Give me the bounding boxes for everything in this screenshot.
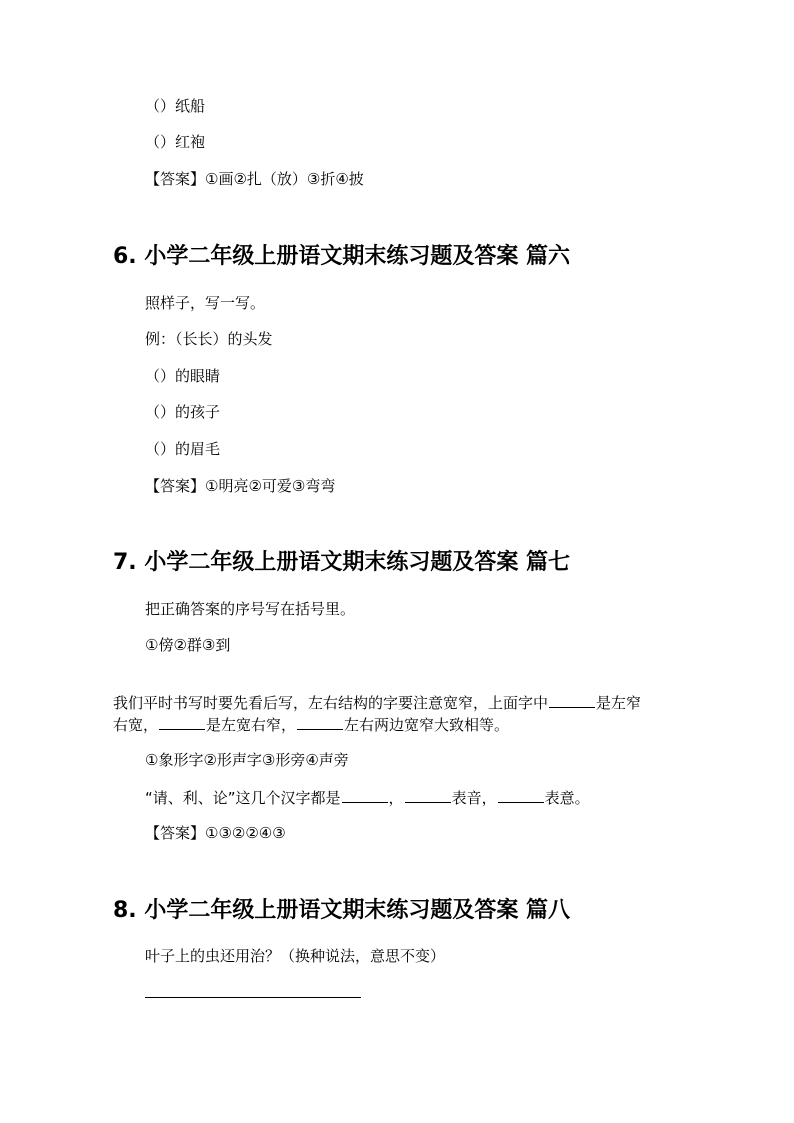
list-item: （）的孩子 (145, 403, 221, 421)
list-item: （）纸船 (145, 97, 206, 115)
answer-text: 【答案】①③②②④③ (145, 824, 286, 842)
example-text: 例：（长长）的头发 (145, 330, 273, 348)
list-item: （）红袍 (145, 133, 206, 151)
question-text: 叶子上的虫还用治？（换种说法，意思不变） (145, 947, 446, 965)
question-segment: ， (388, 789, 404, 807)
paragraph-line (113, 692, 641, 713)
question-segment: 表音， (451, 789, 497, 807)
answer-write-line[interactable] (145, 997, 361, 998)
paragraph-segment: 是左窄 (596, 694, 642, 712)
section-heading-8: 8. 小学二年级上册语文期末练习题及答案 篇八 (113, 898, 570, 923)
fill-blank[interactable] (405, 787, 451, 803)
list-item: （）的眉毛 (145, 440, 221, 458)
paragraph-segment: 左右两边宽窄大致相等。 (344, 716, 510, 734)
section-heading-6: 6. 小学二年级上册语文期末练习题及答案 篇六 (113, 244, 570, 269)
question-segment: 表意。 (544, 789, 590, 807)
answer-text: 【答案】①明亮②可爱③弯弯 (145, 477, 336, 495)
fill-blank[interactable] (498, 787, 544, 803)
fill-blank[interactable] (159, 714, 205, 730)
options-text: ①傍②群③到 (145, 636, 231, 654)
paragraph-line (113, 714, 509, 735)
answer-text: 【答案】①画②扎（放）③折④披 (145, 170, 364, 188)
question-segment: “请、利、论”这几个汉字都是 (145, 789, 341, 807)
paragraph-segment: 是左宽右窄， (206, 716, 297, 734)
paragraph-segment: 我们平时书写时要先看后写，左右结构的字要注意宽窄，上面字中 (113, 694, 549, 712)
section-heading-7: 7. 小学二年级上册语文期末练习题及答案 篇七 (113, 550, 570, 575)
list-item: （）的眼睛 (145, 367, 221, 385)
fill-blank[interactable] (342, 787, 388, 803)
instruction-text: 把正确答案的序号写在括号里。 (145, 600, 356, 618)
paragraph-segment: 右宽， (113, 716, 159, 734)
fill-blank[interactable] (297, 714, 343, 730)
question-line (145, 787, 590, 808)
instruction-text: 照样子，写一写。 (145, 294, 266, 312)
fill-blank[interactable] (549, 692, 595, 708)
options-text: ①象形字②形声字③形旁④声旁 (145, 751, 349, 769)
